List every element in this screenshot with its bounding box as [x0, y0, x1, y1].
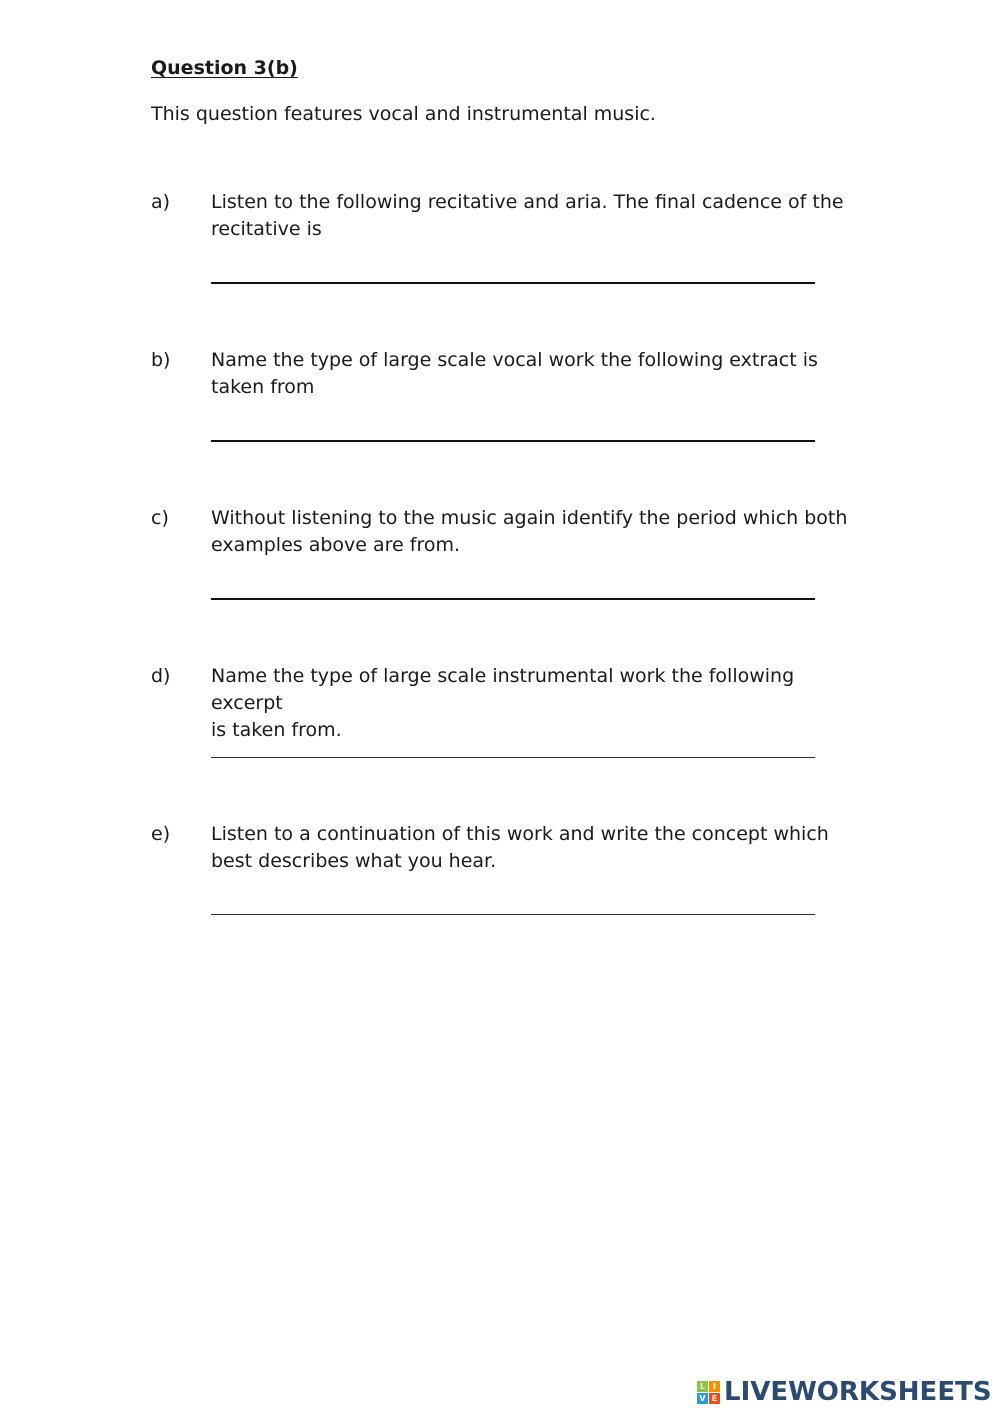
logo-mark-i: I: [709, 1381, 720, 1392]
liveworksheets-mark-icon: [697, 1381, 720, 1404]
logo-mark-e: E: [709, 1393, 720, 1404]
question-text-c-line1: Without listening to the music again identify the period which both: [211, 507, 848, 529]
question-text-b-line1: Name the type of large scale vocal work the following extract is: [211, 349, 818, 371]
question-text-b: [211, 347, 856, 401]
logo-mark-v: V: [697, 1393, 708, 1404]
question-text-a: [211, 189, 856, 243]
logo-mark-l: L: [697, 1381, 708, 1392]
question-text-d-line2: is taken from.: [211, 719, 342, 741]
question-text-e-line1: Listen to a continuation of this work and write the concept which: [211, 823, 829, 845]
liveworksheets-logo: [697, 1377, 992, 1407]
question-title: Question 3(b): [151, 57, 298, 79]
question-text-e: [211, 821, 856, 875]
answer-line-e[interactable]: [211, 914, 815, 915]
question-text-d: [211, 663, 856, 744]
question-text-d-line1: Name the type of large scale instrumental work the following excerpt: [211, 665, 795, 714]
answer-line-b[interactable]: [211, 440, 815, 442]
question-label-a: a): [151, 191, 171, 213]
answer-line-d[interactable]: [211, 757, 815, 758]
question-text-a-line1: Listen to the following recitative and aria. The final cadence of the: [211, 191, 844, 213]
question-intro: This question features vocal and instrumental music.: [151, 103, 656, 125]
liveworksheets-wordmark: LIVEWORKSHEETS: [724, 1377, 992, 1407]
question-text-a-line2: recitative is: [211, 218, 322, 240]
question-text-e-line2: best describes what you hear.: [211, 850, 497, 872]
question-label-d: d): [151, 665, 171, 687]
answer-line-a[interactable]: [211, 282, 815, 284]
answer-line-c[interactable]: [211, 598, 815, 600]
question-text-c-line2: examples above are from.: [211, 534, 461, 556]
question-label-c: c): [151, 507, 169, 529]
question-text-c: [211, 505, 856, 559]
question-text-b-line2: taken from: [211, 376, 315, 398]
question-label-b: b): [151, 349, 171, 371]
question-label-e: e): [151, 823, 171, 845]
